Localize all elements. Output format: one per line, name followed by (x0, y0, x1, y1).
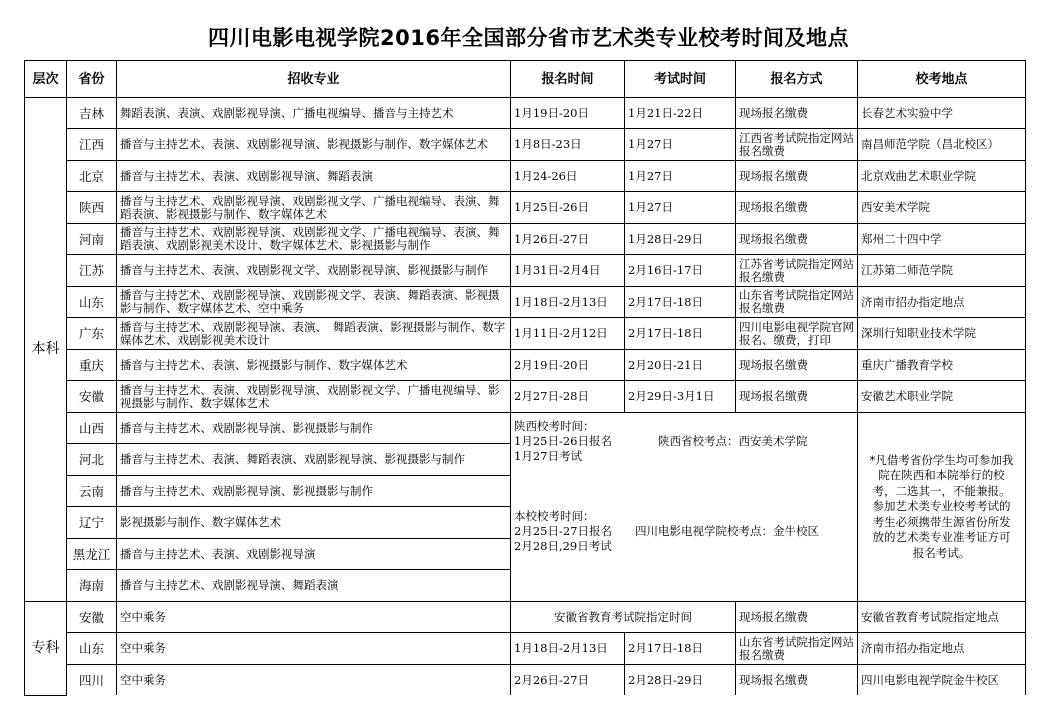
reg-method-cell: 山东省考试院指定网站报名缴费 (736, 633, 858, 665)
majors-cell: 播音与主持艺术、表演、舞蹈表演、戏剧影视导演、影视摄影与制作 (117, 444, 511, 476)
table-row (25, 413, 1026, 444)
table-row (25, 224, 1026, 255)
province-cell: 辽宁 (67, 507, 117, 539)
header-registration-method: 报名方式 (736, 61, 858, 98)
province-cell: 广东 (67, 318, 117, 350)
remark-line: *凡借考省份学生均可参加我 (869, 452, 1014, 467)
notes-line: 2月25日-27日报名 四川电影电视学院校考点：金牛校区 (514, 524, 819, 538)
table-row (25, 255, 1026, 287)
majors-cell: 播音与主持艺术、戏剧影视导演、表演、 舞蹈表演、影视摄影与制作、数字媒体艺术、戏剧影视美术设计 (117, 318, 511, 350)
page-title: 四川电影电视学院2016年全国部分省市艺术类专业校考时间及地点 (208, 26, 849, 50)
majors-cell: 播音与主持艺术、戏剧影视导演、戏剧影视文学、广播电视编导、表演、舞蹈表演、影视摄影与制作、数字媒体艺术 (117, 192, 511, 224)
table-row (25, 602, 1026, 633)
majors-cell: 播音与主持艺术、表演、影视摄影与制作、数字媒体艺术 (117, 350, 511, 381)
table-row (25, 192, 1026, 224)
table-row (25, 633, 1026, 665)
table-row (25, 318, 1026, 350)
province-cell: 安徽 (67, 602, 117, 633)
exam-time-cell: 2月28日-29日 (625, 665, 736, 696)
table-row (25, 350, 1026, 381)
majors-cell: 播音与主持艺术、戏剧影视导演、舞蹈表演 (117, 570, 511, 602)
reg-method-cell: 现场报名缴费 (736, 350, 858, 381)
reg-time-cell: 1月25日-26日 (511, 192, 625, 224)
reg-time-cell: 2月27日-28日 (511, 381, 625, 413)
shaanxi-and-campus-exam-notes (511, 413, 858, 602)
reg-method-cell: 现场报名缴费 (736, 224, 858, 255)
province-cell: 黑龙江 (67, 539, 117, 570)
reg-time-cell: 1月18日-2月13日 (511, 633, 625, 665)
notes-line: 陕西校考时间： (514, 419, 595, 433)
province-cell: 山西 (67, 413, 117, 444)
reg-method-cell: 江西省考试院指定网站报名缴费 (736, 129, 858, 161)
province-cell: 河南 (67, 224, 117, 255)
table-row (25, 665, 1026, 696)
location-cell: 北京戏曲艺术职业学院 (858, 161, 1026, 192)
exam-time-cell: 1月27日 (625, 161, 736, 192)
reg-time-cell: 1月11日-2月12日 (511, 318, 625, 350)
exam-time-cell: 2月29日-3月1日 (625, 381, 736, 413)
province-cell: 河北 (67, 444, 117, 476)
location-cell: 济南市招办指定地点 (858, 633, 1026, 665)
exam-time-cell: 1月21日-22日 (625, 98, 736, 129)
province-cell: 云南 (67, 476, 117, 507)
remark-line: 报名考试。 (912, 545, 971, 560)
majors-cell: 播音与主持艺术、表演、戏剧影视文学、戏剧影视导演、影视摄影与制作 (117, 255, 511, 287)
exam-time-cell: 2月17日-18日 (625, 318, 736, 350)
header-exam-location: 校考地点 (858, 61, 1026, 98)
level-undergrad: 本科 (25, 98, 67, 602)
location-cell: 济南市招办指定地点 (858, 287, 1026, 318)
remark-line: 参加艺术类专业校考考试的 (872, 499, 1011, 514)
table-row (25, 381, 1026, 413)
reg-method-cell: 现场报名缴费 (736, 602, 858, 633)
reg-method-cell: 现场报名缴费 (736, 161, 858, 192)
province-cell: 四川 (67, 665, 117, 696)
exam-time-cell: 1月27日 (625, 192, 736, 224)
exam-time-cell: 2月20日-21日 (625, 350, 736, 381)
location-cell: 重庆广播教育学校 (858, 350, 1026, 381)
reg-time-cell: 1月8日-23日 (511, 129, 625, 161)
notes-spacer (514, 464, 854, 509)
level-college: 专科 (25, 602, 67, 696)
reg-method-cell: 四川电影电视学院官网报名、缴费，打印 (736, 318, 858, 350)
location-cell: 深圳行知职业技术学院 (858, 318, 1026, 350)
province-cell: 江西 (67, 129, 117, 161)
reg-time-cell: 1月18日-2月13日 (511, 287, 625, 318)
schedule-table (24, 60, 1026, 696)
exam-time-cell: 2月16日-17日 (625, 255, 736, 287)
reg-time-cell: 1月19日-20日 (511, 98, 625, 129)
table-row (25, 161, 1026, 192)
remark-line: 考，二选其一，不能兼报。 (872, 483, 1011, 498)
reg-time-cell: 2月19日-20日 (511, 350, 625, 381)
province-cell: 山东 (67, 633, 117, 665)
location-cell: 长春艺术实验中学 (858, 98, 1026, 129)
reg-method-cell: 江苏省考试院指定网站报名缴费 (736, 255, 858, 287)
header-level: 层次 (25, 61, 67, 98)
province-cell: 安徽 (67, 381, 117, 413)
location-cell: 江苏第二师范学院 (858, 255, 1026, 287)
notes-line: 本校校考时间： (514, 509, 595, 523)
province-cell: 山东 (67, 287, 117, 318)
reg-method-cell: 现场报名缴费 (736, 98, 858, 129)
majors-cell: 空中乘务 (117, 602, 511, 633)
remark-line: 院在陕西和本院举行的校 (878, 468, 1005, 483)
reg-method-cell: 山东省考试院指定网站报名缴费 (736, 287, 858, 318)
majors-cell: 播音与主持艺术、戏剧影视导演、戏剧影视文学、广播电视编导、表演、舞蹈表演、戏剧影视美术设计、数字媒体艺术、影视摄影与制作 (117, 224, 511, 255)
province-cell: 江苏 (67, 255, 117, 287)
notes-line: 1月27日考试 (514, 449, 582, 463)
notes-line: 2月28日,29日考试 (514, 539, 612, 553)
header-province: 省份 (67, 61, 117, 98)
majors-cell: 影视摄影与制作、数字媒体艺术 (117, 507, 511, 539)
majors-cell: 空中乘务 (117, 633, 511, 665)
merged-time-cell: 安徽省教育考试院指定时间 (511, 602, 736, 633)
exam-time-cell: 1月28日-29日 (625, 224, 736, 255)
majors-cell: 播音与主持艺术、戏剧影视导演、戏剧影视文学、表演、舞蹈表演、影视摄影与制作、数字媒体艺术、空中乘务 (117, 287, 511, 318)
majors-cell: 播音与主持艺术、戏剧影视导演、影视摄影与制作 (117, 413, 511, 444)
province-cell: 吉林 (67, 98, 117, 129)
reg-method-cell: 现场报名缴费 (736, 665, 858, 696)
location-cell: 西安美术学院 (858, 192, 1026, 224)
location-cell: 安徽省教育考试院指定地点 (858, 602, 1026, 633)
exam-time-cell: 1月27日 (625, 129, 736, 161)
reg-method-cell: 现场报名缴费 (736, 192, 858, 224)
borrowed-exam-remark (858, 413, 1026, 602)
reg-time-cell: 1月31日-2月4日 (511, 255, 625, 287)
header-majors: 招收专业 (117, 61, 511, 98)
exam-time-cell: 2月17日-18日 (625, 287, 736, 318)
majors-cell: 播音与主持艺术、表演、戏剧影视导演、舞蹈表演 (117, 161, 511, 192)
province-cell: 海南 (67, 570, 117, 602)
province-cell: 重庆 (67, 350, 117, 381)
table-row (25, 98, 1026, 129)
table-row (25, 129, 1026, 161)
province-cell: 陕西 (67, 192, 117, 224)
header-registration-time: 报名时间 (511, 61, 625, 98)
location-cell: 郑州二十四中学 (858, 224, 1026, 255)
reg-time-cell: 2月26日-27日 (511, 665, 625, 696)
notes-line: 1月25日-26日报名 陕西省校考点：西安美术学院 (514, 434, 808, 448)
table-row (25, 287, 1026, 318)
remark-line: 考生必须携带生源省份所发 (872, 514, 1011, 529)
header-row (25, 61, 1026, 98)
majors-cell: 播音与主持艺术、表演、戏剧影视导演 (117, 539, 511, 570)
majors-cell: 空中乘务 (117, 665, 511, 696)
location-cell: 四川电影电视学院金牛校区 (858, 665, 1026, 696)
majors-cell: 播音与主持艺术、戏剧影视导演、影视摄影与制作 (117, 476, 511, 507)
remark-line: 放的艺术类专业准考证方可 (872, 530, 1011, 545)
location-cell: 南昌师范学院（昌北校区） (858, 129, 1026, 161)
exam-time-cell: 2月17日-18日 (625, 633, 736, 665)
reg-method-cell: 现场报名缴费 (736, 381, 858, 413)
reg-time-cell: 1月26日-27日 (511, 224, 625, 255)
header-exam-time: 考试时间 (625, 61, 736, 98)
location-cell: 安徽艺术职业学院 (858, 381, 1026, 413)
majors-cell: 播音与主持艺术、表演、戏剧影视导演、影视摄影与制作、数字媒体艺术 (117, 129, 511, 161)
majors-cell: 播音与主持艺术、表演、戏剧影视导演、戏剧影视文学、广播电视编导、影视摄影与制作、数字媒体艺术 (117, 381, 511, 413)
majors-cell: 舞蹈表演、表演、戏剧影视导演、广播电视编导、播音与主持艺术 (117, 98, 511, 129)
province-cell: 北京 (67, 161, 117, 192)
reg-time-cell: 1月24-26日 (511, 161, 625, 192)
